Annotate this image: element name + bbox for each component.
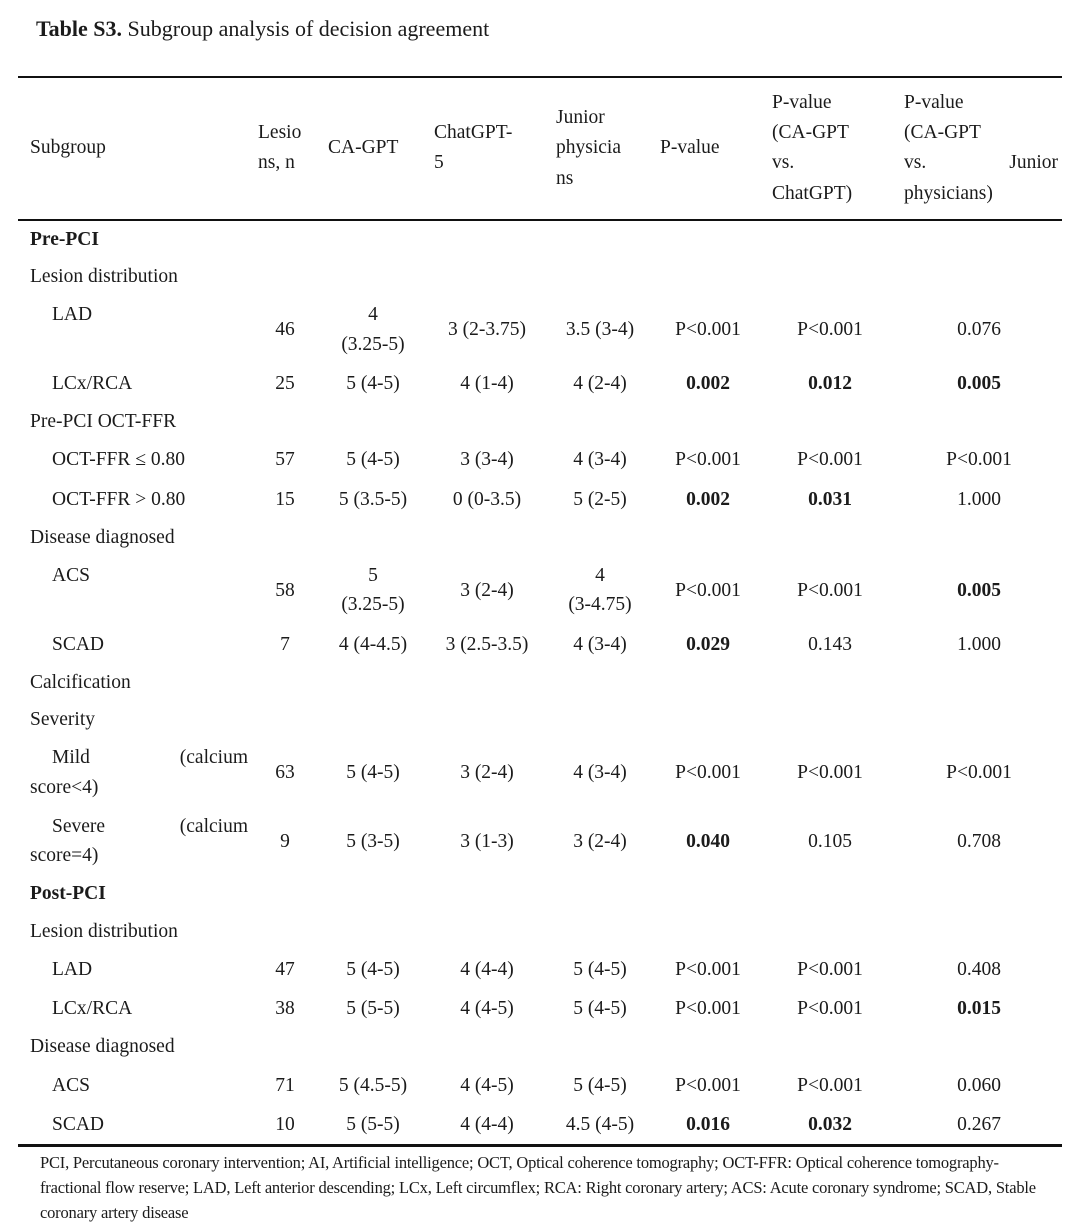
data-cell: 4 (3-4)	[573, 633, 627, 655]
data-cell: 0.005	[957, 372, 1001, 394]
column-header-6: P-value	[652, 77, 764, 220]
data-cell: 5 (4-5)	[573, 1074, 627, 1096]
data-cell: 5 (4-5)	[573, 958, 627, 980]
row-label: LCx/RCA	[52, 372, 133, 394]
data-cell: 0.015	[957, 998, 1001, 1020]
table-row	[18, 1066, 1062, 1105]
row-label: Mild (calcium score<4)	[30, 747, 248, 798]
column-header-2: Lesio ns, n	[250, 77, 320, 220]
column-header-4: ChatGPT- 5	[426, 77, 548, 220]
section-label: Pre-PCI OCT-FFR	[30, 411, 177, 433]
section-label: Disease diagnosed	[30, 1036, 175, 1058]
data-cell: 4 (3-4.75)	[568, 565, 632, 616]
data-cell: 5 (4-5)	[346, 762, 400, 783]
data-cell: 4.5 (4-5)	[565, 1113, 635, 1135]
table-title	[0, 0, 1080, 42]
column-header-3: CA-GPT	[320, 77, 426, 220]
data-cell: 0.005	[957, 579, 1001, 601]
data-cell: P<0.001	[797, 958, 863, 980]
table-row	[18, 625, 1062, 664]
data-cell: 5 (4-5)	[346, 372, 400, 394]
data-cell: 5 (4-5)	[346, 449, 400, 471]
table-row	[18, 989, 1062, 1028]
data-cell: 1.000	[957, 488, 1001, 510]
column-header-1: Subgroup	[18, 77, 250, 220]
data-cell: 0.267	[957, 1113, 1001, 1135]
table-title-label: Table S3.	[36, 16, 123, 41]
section-row	[18, 913, 1062, 950]
row-label: OCT-FFR ≤ 0.80	[52, 449, 185, 471]
data-cell: P<0.001	[675, 579, 741, 601]
data-cell: 0.012	[808, 372, 852, 394]
section-row	[18, 258, 1062, 295]
data-cell: 3 (2-4)	[460, 579, 514, 601]
data-cell: P<0.001	[946, 762, 1012, 783]
data-cell: P<0.001	[797, 1074, 863, 1096]
data-cell: 0.105	[808, 830, 852, 852]
data-cell: P<0.001	[675, 449, 741, 471]
data-cell: 71	[275, 1074, 295, 1096]
section-label: Pre-PCI	[30, 228, 99, 250]
data-cell: 4 (3-4)	[573, 762, 627, 783]
table-row	[18, 480, 1062, 519]
row-label: ACS	[52, 1074, 90, 1096]
table-row	[18, 440, 1062, 479]
data-cell: 5 (4-5)	[346, 958, 400, 980]
table-container	[18, 76, 1062, 1147]
data-cell: 3.5 (3-4)	[565, 319, 635, 340]
column-header-8: P-value (CA-GPT vs. Junior physicians)	[896, 77, 1062, 220]
data-cell: P<0.001	[797, 998, 863, 1020]
data-cell: P<0.001	[675, 1074, 741, 1096]
row-label: ACS	[52, 565, 90, 587]
table-row	[18, 738, 1062, 807]
row-label: SCAD	[52, 633, 105, 655]
subgroup-analysis-table	[18, 76, 1062, 1147]
data-cell: 57	[275, 449, 295, 471]
table-row	[18, 556, 1062, 625]
section-row	[18, 519, 1062, 556]
data-cell: 0.002	[686, 488, 730, 510]
section-label: Post-PCI	[30, 883, 106, 905]
section-label: Disease diagnosed	[30, 526, 175, 548]
table-body	[18, 220, 1062, 1146]
data-cell: 5 (2-5)	[573, 488, 627, 510]
row-label: SCAD	[52, 1113, 105, 1135]
data-cell: 3 (2-3.75)	[448, 319, 526, 340]
data-cell: 3 (2-4)	[460, 762, 514, 783]
data-cell: P<0.001	[797, 762, 863, 783]
table-header	[18, 77, 1062, 220]
section-row	[18, 220, 1062, 258]
data-cell: 25	[275, 372, 295, 394]
data-cell: 3 (2.5-3.5)	[445, 633, 529, 655]
data-cell: 5 (5-5)	[346, 1113, 400, 1135]
data-cell: 63	[275, 762, 295, 783]
table-row	[18, 950, 1062, 989]
data-cell: P<0.001	[675, 319, 741, 340]
data-cell: 0.031	[808, 488, 852, 510]
data-cell: 4 (4-5)	[460, 998, 514, 1020]
data-cell: 0.040	[686, 830, 730, 852]
data-cell: 0.143	[808, 633, 852, 655]
data-cell: 0.708	[957, 830, 1001, 852]
data-cell: P<0.001	[675, 998, 741, 1020]
data-cell: 1.000	[957, 633, 1001, 655]
column-header-7: P-value (CA-GPT vs. ChatGPT)	[764, 77, 896, 220]
data-cell: P<0.001	[797, 449, 863, 471]
data-cell: 0 (0-3.5)	[452, 488, 522, 510]
data-cell: 5 (4-5)	[573, 998, 627, 1020]
row-label: LCx/RCA	[52, 998, 133, 1020]
data-cell: P<0.001	[797, 579, 863, 601]
data-cell: 5 (4.5-5)	[338, 1074, 408, 1096]
data-cell: 4 (4-4)	[460, 958, 514, 980]
table-row	[18, 1105, 1062, 1146]
table-footnote: PCI, Percutaneous coronary intervention; AI, Artificial intelligence; OCT, Optical coherence tomography; OCT-FFR: Optical coherence tomography- fractional flow reserve; LAD, Left anterior descending; LCx, Left circumflex; RCA: Right coronary artery; ACS: Acute coronary syndrome; SCAD, Stable coronary artery disease	[40, 1153, 1036, 1222]
table-row	[18, 364, 1062, 403]
data-cell: 4 (4-4.5)	[338, 633, 408, 655]
table-row	[18, 807, 1062, 876]
data-cell: 3 (1-3)	[460, 830, 514, 852]
data-cell: 4 (4-4)	[460, 1113, 514, 1135]
data-cell: 38	[275, 998, 295, 1020]
data-cell: 58	[275, 579, 295, 601]
data-cell: P<0.001	[675, 762, 741, 783]
data-cell: 5 (3-5)	[346, 830, 400, 852]
data-cell: 0.060	[957, 1074, 1001, 1096]
data-cell: 9	[280, 830, 290, 852]
section-label: Lesion distribution	[30, 266, 178, 288]
data-cell: 10	[275, 1113, 295, 1135]
row-label: OCT-FFR > 0.80	[52, 488, 186, 510]
section-row	[18, 1028, 1062, 1065]
data-cell: 0.029	[686, 633, 730, 655]
section-label: Calcification	[30, 671, 131, 693]
data-cell: 47	[275, 958, 295, 980]
data-cell: 3 (3-4)	[460, 449, 514, 471]
data-cell: 4 (4-5)	[460, 1074, 514, 1096]
data-cell: 7	[280, 633, 290, 655]
data-cell: 5 (3.5-5)	[338, 488, 408, 510]
row-label: LAD	[52, 958, 93, 980]
column-header-5: Junior physicia ns	[548, 77, 652, 220]
data-cell: 4 (1-4)	[460, 372, 514, 394]
section-label: Lesion distribution	[30, 920, 178, 942]
data-cell: 5 (3.25-5)	[341, 565, 405, 616]
data-cell: 46	[275, 319, 295, 340]
data-cell: 0.016	[686, 1113, 730, 1135]
section-row	[18, 875, 1062, 912]
row-label: Severe (calcium score=4)	[30, 815, 248, 867]
section-label: Severity	[30, 709, 95, 731]
data-cell: 0.002	[686, 372, 730, 394]
section-row	[18, 403, 1062, 440]
data-cell: 4 (3-4)	[573, 449, 627, 471]
data-cell: 15	[275, 488, 295, 510]
data-cell: 5 (5-5)	[346, 998, 400, 1020]
data-cell: 4 (3.25-5)	[341, 304, 405, 355]
table-row	[18, 295, 1062, 364]
data-cell: P<0.001	[797, 319, 863, 340]
data-cell: 0.076	[957, 319, 1001, 340]
table-title-text: Subgroup analysis of decision agreement	[122, 16, 490, 41]
data-cell: 4 (2-4)	[573, 372, 627, 394]
data-cell: P<0.001	[675, 958, 741, 980]
section-row	[18, 664, 1062, 701]
data-cell: P<0.001	[946, 449, 1012, 471]
data-cell: 0.032	[808, 1113, 852, 1135]
row-label: LAD	[52, 304, 93, 326]
data-cell: 0.408	[957, 958, 1001, 980]
data-cell: 3 (2-4)	[573, 830, 627, 852]
header-row	[18, 77, 1062, 220]
section-row	[18, 701, 1062, 738]
